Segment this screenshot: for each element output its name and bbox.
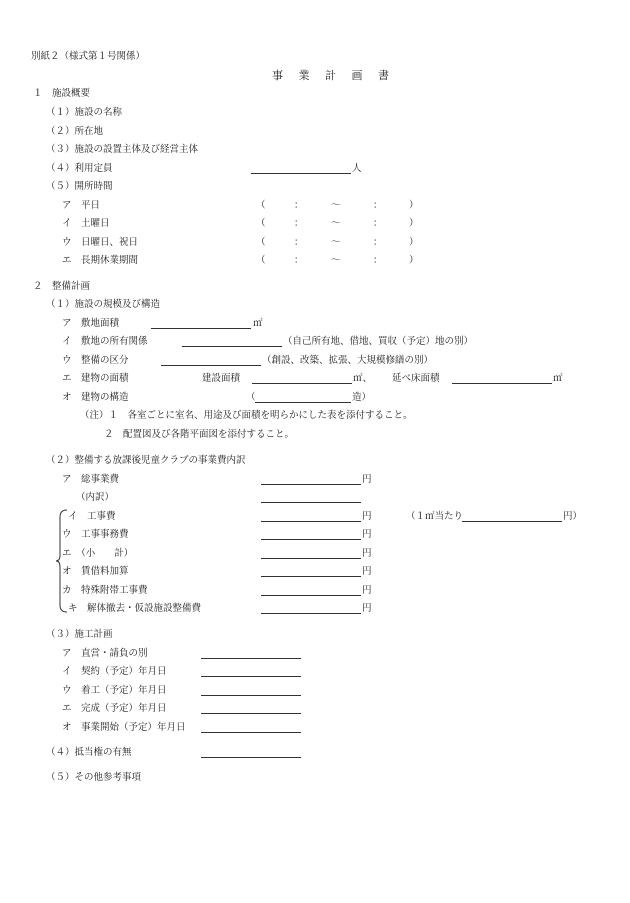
costs-label: （２）整備する放課後児童クラブの事業費内訳	[46, 455, 246, 466]
document-header: 別紙２（様式第１号関係）	[31, 51, 146, 62]
cost-item-unit: 円	[362, 603, 372, 614]
cost-item-input-line[interactable]	[261, 576, 361, 577]
construction-input-line[interactable]	[201, 676, 301, 677]
close-paren: ）	[409, 237, 419, 248]
end-colon[interactable]: ：	[373, 200, 383, 211]
floor-area-input-line[interactable]	[452, 383, 552, 384]
close-paren: ）	[409, 218, 419, 229]
built-area-input-line[interactable]	[252, 383, 352, 384]
breakdown-input-line[interactable]	[261, 502, 361, 503]
section2-heading: ２ 整備計画	[33, 281, 91, 292]
total-cost-unit: 円	[362, 474, 372, 485]
note-1: （注）１ 各室ごとに室名、用途及び面積を明らかにした表を添付すること。	[80, 410, 413, 421]
ownership-input-line[interactable]	[182, 346, 282, 347]
hours-row-label: ウ 日曜日、祝日	[62, 237, 139, 248]
start-colon[interactable]: ：	[294, 237, 304, 248]
structure-open-paren: （	[246, 392, 256, 403]
mortgage-label: （４）抵当権の有無	[46, 747, 132, 758]
construction-item-label: オ 事業開始（予定）年月日	[62, 722, 186, 733]
total-cost-input-line[interactable]	[261, 484, 361, 485]
cost-item-input-line[interactable]	[261, 558, 361, 559]
start-colon[interactable]: ：	[294, 218, 304, 229]
cost-item-unit: 円	[362, 548, 372, 559]
close-paren: ）	[409, 255, 419, 266]
end-colon[interactable]: ：	[373, 255, 383, 266]
construction-label: （３）施工計画	[46, 629, 113, 640]
open-paren: （	[256, 237, 266, 248]
tilde: 〜	[331, 255, 341, 266]
start-colon[interactable]: ：	[294, 200, 304, 211]
location-label: （２）所在地	[46, 126, 104, 137]
construction-input-line[interactable]	[201, 713, 301, 714]
open-paren: （	[256, 255, 266, 266]
capacity-input-line[interactable]	[251, 173, 351, 174]
mortgage-input-line[interactable]	[201, 757, 301, 758]
cost-item-unit: 円	[362, 566, 372, 577]
construction-item-label: ア 直営・請負の別	[62, 648, 148, 659]
tilde: 〜	[331, 237, 341, 248]
scale-label: （１）施設の規模及び構造	[46, 299, 161, 310]
other-notes-label: （５）その他参考事項	[46, 772, 142, 783]
category-label: ウ 整備の区分	[62, 355, 129, 366]
end-colon[interactable]: ：	[373, 218, 383, 229]
built-area-label: 建設面積	[202, 373, 241, 384]
tilde: 〜	[331, 200, 341, 211]
construction-item-label: エ 完成（予定）年月日	[62, 703, 167, 714]
section1-heading: １ 施設概要	[33, 88, 91, 99]
end-colon[interactable]: ：	[373, 237, 383, 248]
note-2: ２ 配置図及び各階平面図を添付すること。	[104, 429, 295, 440]
hours-row-label: イ 土曜日	[62, 218, 110, 229]
facility-name-label: （１）施設の名称	[46, 107, 123, 118]
cost-item-label: エ （小 計）	[62, 548, 134, 559]
cost-item-label: イ 工事費	[68, 511, 116, 522]
tilde: 〜	[331, 218, 341, 229]
cost-item-input-line[interactable]	[261, 595, 361, 596]
open-paren: （	[256, 200, 266, 211]
structure-close: 造）	[352, 392, 372, 403]
structure-input-line[interactable]	[255, 402, 351, 403]
breakdown-label: （内訳）	[76, 492, 115, 503]
cost-item-input-line[interactable]	[261, 521, 361, 522]
cost-item-label: キ 解体撤去・仮設施設整備費	[68, 603, 202, 614]
hours-label: （５）開所時間	[46, 181, 113, 192]
capacity-label: （４）利用定員	[46, 163, 113, 174]
construction-input-line[interactable]	[201, 695, 301, 696]
site-area-input-line[interactable]	[151, 328, 251, 329]
close-paren: ）	[409, 200, 419, 211]
capacity-unit: 人	[352, 163, 362, 174]
ownership-label: イ 敷地の所有関係	[62, 336, 148, 347]
operator-label: （３）施設の設置主体及び経営主体	[46, 144, 199, 155]
per-sqm-input-line[interactable]	[462, 521, 562, 522]
cost-item-label: ウ 工事事務費	[62, 529, 129, 540]
structure-label: オ 建物の構造	[62, 392, 129, 403]
construction-item-label: イ 契約（予定）年月日	[62, 666, 167, 677]
cost-item-unit: 円	[362, 511, 372, 522]
construction-item-label: ウ 着工（予定）年月日	[62, 685, 167, 696]
start-colon[interactable]: ：	[294, 255, 304, 266]
site-area-label: ア 敷地面積	[62, 318, 120, 329]
construction-input-line[interactable]	[201, 658, 301, 659]
cost-item-label: オ 賃借料加算	[62, 566, 129, 577]
hours-row-label: ア 平日	[62, 200, 101, 211]
construction-input-line[interactable]	[201, 732, 301, 733]
per-sqm-open: （１㎡当たり	[406, 511, 464, 522]
building-area-label: エ 建物の面積	[62, 373, 129, 384]
category-note: （創設、改築、拡張、大規模修繕の別）	[262, 355, 434, 366]
floor-area-unit: ㎡	[553, 373, 563, 384]
cost-item-input-line[interactable]	[261, 613, 361, 614]
total-cost-label: ア 総事業費	[62, 474, 120, 485]
site-area-unit: ㎡	[253, 318, 263, 329]
hours-row-label: エ 長期休業期間	[62, 255, 139, 266]
document-title: 事 業 計 画 書	[272, 69, 395, 82]
breakdown-brace-icon	[55, 509, 69, 613]
built-area-unit: ㎡、	[353, 373, 373, 384]
floor-area-label: 延べ床面積	[392, 373, 440, 384]
cost-item-unit: 円	[362, 585, 372, 596]
cost-item-label: カ 特殊附帯工事費	[62, 585, 148, 596]
category-input-line[interactable]	[161, 365, 261, 366]
cost-item-input-line[interactable]	[261, 539, 361, 540]
open-paren: （	[256, 218, 266, 229]
per-sqm-close: 円）	[563, 511, 583, 522]
ownership-note: （自己所有地、借地、買収（予定）地の別）	[283, 336, 474, 347]
cost-item-unit: 円	[362, 529, 372, 540]
